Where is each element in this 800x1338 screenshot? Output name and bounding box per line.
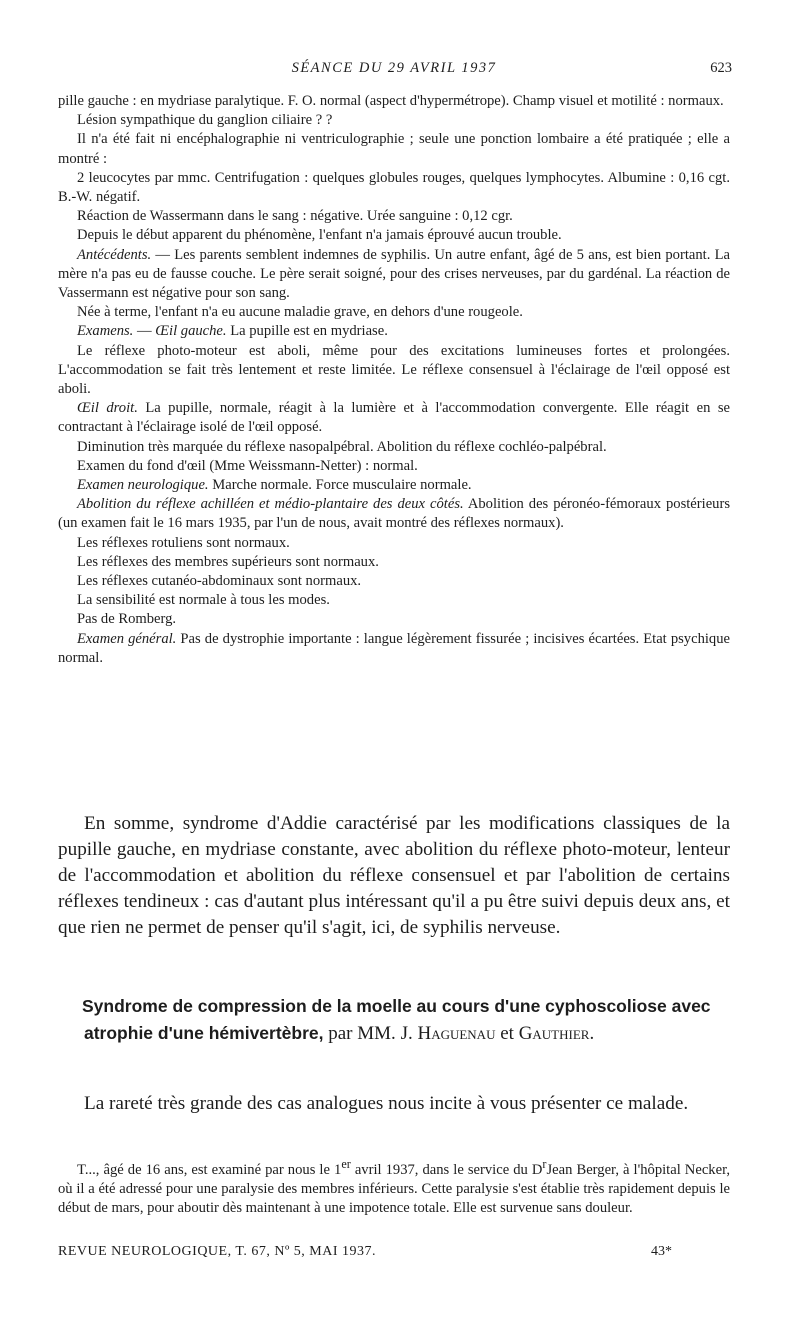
case-report-text xyxy=(58,92,730,668)
examens-label: Examens. xyxy=(77,323,134,340)
neuro-text: Marche normale. Force musculaire normale. xyxy=(208,477,472,494)
case-part3: Jean Berger, à l'hôpital Necker, où il a été adressé pour une paralysie des membres inférieurs. Cette paralysie s'est établie très rapidement depuis le début de mars, pour aboutir dès maintenant à une impotence totale. Elle est survenue sans douleur. xyxy=(58,1161,730,1217)
paragraph: Depuis le début apparent du phénomène, l'enfant n'a jamais éprouvé aucun trouble. xyxy=(77,227,562,244)
running-title: SÉANCE DU 29 AVRIL 1937 xyxy=(291,60,497,76)
paragraph: Le réflexe photo-moteur est aboli, même pour des excitations lumineuses fortes et prolongées. L'accommodation se fait très lentement et reste limitée. Le réflexe consensuel à l'éclairage de l'œil opposé est aboli. xyxy=(58,342,730,398)
case-paragraph xyxy=(58,1155,730,1218)
examens-text: La pupille est en mydriase. xyxy=(226,323,388,340)
paragraph-right-eye xyxy=(58,399,730,437)
antecedents-label: Antécédents. xyxy=(77,246,152,263)
paragraph: 2 leucocytes par mmc. Centrifugation : quelques globules rouges, quelques lymphocytes. Albumine : 0,16 cgt. B.-W. négatif. xyxy=(58,169,730,206)
examens-dash: — xyxy=(133,323,156,340)
summary-paragraph xyxy=(58,811,730,941)
paragraph-antecedents xyxy=(58,246,730,304)
intro-paragraph xyxy=(58,1091,730,1117)
paragraph-abolition xyxy=(58,495,730,533)
section-par: par MM. xyxy=(323,1023,401,1044)
paragraph: Lésion sympathique du ganglion ciliaire ? ? xyxy=(77,112,333,129)
section-title: Syndrome de compression de la moelle au cours d'une cyphoscoliose avec atrophie d'une hémivertèbre, xyxy=(82,996,711,1043)
paragraph: pille gauche : en mydriase paralytique. F. O. normal (aspect d'hypermétrope). Champ visuel et motilité : normaux. xyxy=(58,93,724,109)
running-header xyxy=(58,60,730,82)
page-number: 623 xyxy=(710,60,732,76)
abolition-label: Abolition du réflexe achilléen et médio-plantaire des deux côtés. xyxy=(77,496,464,513)
section-heading xyxy=(58,993,730,1047)
case-sup2: r xyxy=(542,1157,547,1171)
abolition-text: Abolition des péronéo-fémoraux postérieurs (un examen fait le 16 mars 1935, par l'un de nous, avait montré des réflexes normaux). xyxy=(58,496,731,532)
section-period: . xyxy=(589,1023,595,1044)
section-et: et xyxy=(495,1023,519,1044)
intro-text: La rareté très grande des cas analogues nous incite à vous présenter ce malade. xyxy=(84,1093,689,1114)
antecedents-text: — Les parents semblent indemnes de syphilis. Un autre enfant, âgé de 5 ans, est bien portant. La mère n'a pas eu de fausse couche. Le père serait soigné, pour des crises nerveuses, par du gardénal. La réaction de Vassermann est négative pour son sang. xyxy=(58,246,730,302)
case-description xyxy=(58,1155,730,1218)
paragraph-neuro xyxy=(58,476,730,495)
paragraph-general xyxy=(58,630,730,668)
neuro-label: Examen neurologique. xyxy=(77,477,209,494)
paragraph: Les réflexes cutanéo-abdominaux sont normaux. xyxy=(77,573,362,590)
paragraph: Examen du fond d'œil (Mme Weissmann-Netter) : normal. xyxy=(77,457,418,474)
paragraph: Diminution très marquée du réflexe nasopalpébral. Abolition du réflexe cochléo-palpébral. xyxy=(77,438,607,455)
right-eye-label: Œil droit. xyxy=(77,400,138,417)
case-part1: T..., âgé de 16 ans, est examiné par nous le 1 xyxy=(77,1161,342,1178)
paragraph-examens xyxy=(58,322,730,341)
case-part2: avril 1937, dans le service du D xyxy=(350,1161,543,1178)
paragraph: Née à terme, l'enfant n'a eu aucune maladie grave, en dehors d'une rougeole. xyxy=(77,304,523,321)
case-sup1: er xyxy=(341,1157,351,1171)
paragraph: Il n'a été fait ni encéphalographie ni ventriculographie ; seule une ponction lombaire a été pratiquée ; elle a montré : xyxy=(58,131,730,167)
journal-reference: REVUE NEUROLOGIQUE, T. 67, Nº 5, MAI 1937. xyxy=(58,1244,377,1259)
paragraph: La sensibilité est normale à tous les modes. xyxy=(77,592,330,609)
general-label: Examen général. xyxy=(77,630,177,647)
author1-initial: J. xyxy=(400,1023,418,1044)
paragraph: Réaction de Wassermann dans le sang : négative. Urée sanguine : 0,12 cgr. xyxy=(77,208,513,225)
author2-name: Gauthier xyxy=(518,1023,590,1044)
left-eye-label: Œil gauche. xyxy=(155,323,227,340)
general-text: Pas de dystrophie importante : langue légèrement fissurée ; incisives écartées. Etat psychique normal. xyxy=(58,630,730,666)
right-eye-text: La pupille, normale, réagit à la lumière et à l'accommodation convergente. Elle réagit en se contractant à l'éclairage isolé de l'œil opposé. xyxy=(58,400,730,436)
paragraph: Les réflexes rotuliens sont normaux. xyxy=(77,534,290,551)
summary-text: En somme, syndrome d'Addie caractérisé par les modifications classiques de la pupille gauche, en mydriase constante, avec abolition du réflexe photo-moteur, lenteur de l'accommodation et abolition du réflexe consensuel et par l'abolition de certains réflexes tendineux : cas d'autant plus intéressant qu'il a pu être suivi depuis deux ans, et que rien ne permet de penser qu'il s'agit, ici, de syphilis nerveuse. xyxy=(58,813,730,938)
paragraph: Les réflexes des membres supérieurs sont normaux. xyxy=(77,553,379,570)
sheet-number: 43* xyxy=(651,1244,672,1259)
paragraph: Pas de Romberg. xyxy=(77,611,177,628)
section-title-line xyxy=(58,993,730,1047)
author1-name: Haguenau xyxy=(417,1023,496,1044)
